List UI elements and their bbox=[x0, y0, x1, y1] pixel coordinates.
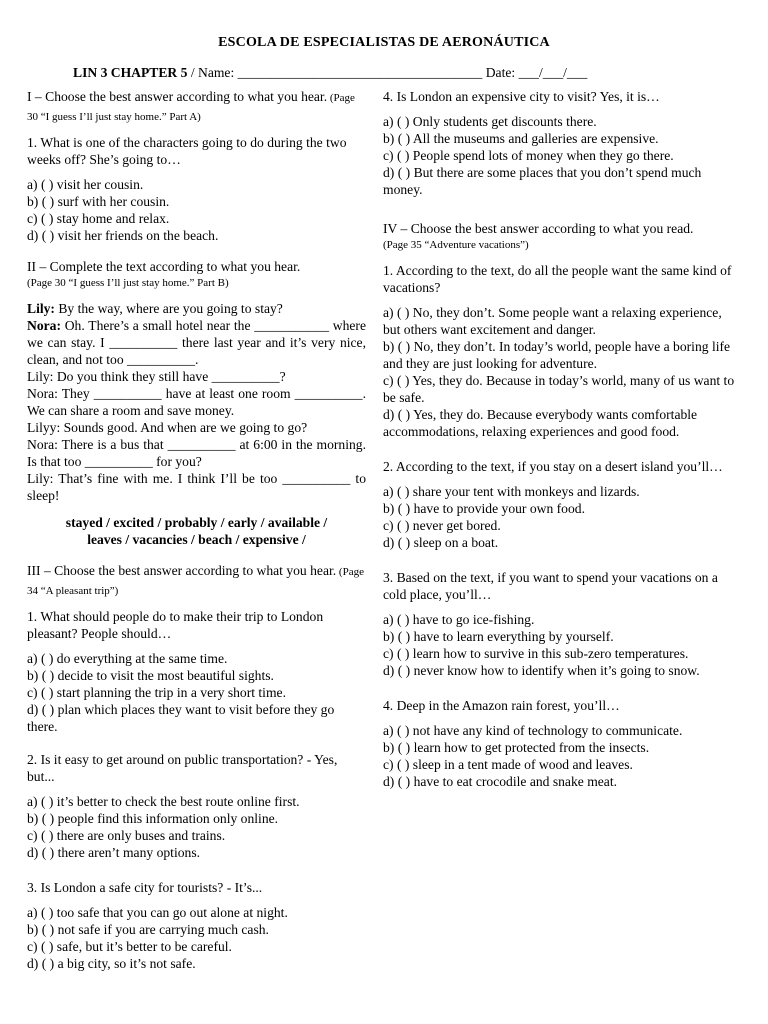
s4-q4-option-b: b) ( ) learn how to get protected from the insects. bbox=[383, 740, 650, 755]
s3-question-1: 1. What should people do to make their trip to London pleasant? People should… bbox=[27, 609, 324, 641]
section-3-ref: (Page 34 “A pleasant trip”) bbox=[27, 566, 364, 597]
dialogue-line-5: Lilyy: Sounds good. And when are we going to go? bbox=[27, 420, 308, 435]
s4-q4-option-c: c) ( ) sleep in a tent made of wood and leaves. bbox=[383, 757, 633, 772]
section-1-title: I – Choose the best answer according to what you hear. bbox=[27, 89, 328, 104]
s3-q2-option-b: b) ( ) people find this information only online. bbox=[27, 811, 279, 826]
line-1-text: By the way, where are you going to stay? bbox=[54, 301, 283, 316]
s4-q1-options bbox=[383, 304, 738, 440]
dialogue-line-3: Lily: Do you think they still have __________? bbox=[27, 369, 286, 384]
s3-q3-option-a: a) ( ) too safe that you can go out alone at night. bbox=[27, 905, 288, 920]
section-3 bbox=[27, 562, 366, 972]
s3-q1-options bbox=[27, 650, 366, 735]
s4-q2-option-a: a) ( ) share your tent with monkeys and lizards. bbox=[383, 484, 640, 499]
section-3-title: III – Choose the best answer according to what you hear. bbox=[27, 563, 337, 578]
s3-q2-option-a: a) ( ) it’s better to check the best route online first. bbox=[27, 794, 300, 809]
dialogue-line-6: Nora: There is a bus that __________ at 6:00 in the morning. Is that too __________ for you? bbox=[27, 437, 366, 469]
dialogue-line-4: Nora: They __________ have at least one room __________. We can share a room and save money. bbox=[27, 386, 366, 418]
left-column bbox=[27, 88, 366, 972]
word-bank-line-2: leaves / vacancies / beach / expensive / bbox=[87, 532, 306, 547]
s3-question-4: 4. Is London an expensive city to visit? Yes, it is… bbox=[383, 89, 660, 104]
s1-q1-option-b: b) ( ) surf with her cousin. bbox=[27, 194, 170, 209]
s3-q4-option-b: b) ( ) All the museums and galleries are expensive. bbox=[383, 131, 659, 146]
dialogue-line-2 bbox=[27, 317, 366, 368]
dialogue-line-1 bbox=[27, 300, 366, 317]
s3-q3-option-d: d) ( ) a big city, so it’s not safe. bbox=[27, 956, 196, 971]
s3-q3-option-b: b) ( ) not safe if you are carrying much cash. bbox=[27, 922, 269, 937]
speaker-lily: Lily: bbox=[27, 301, 55, 316]
s3-q2-option-c: c) ( ) there are only buses and trains. bbox=[27, 828, 226, 843]
s3-q4-option-d: d) ( ) But there are some places that you don’t spend much money. bbox=[383, 165, 702, 197]
s3-q4-option-a: a) ( ) Only students get discounts there. bbox=[383, 114, 597, 129]
section-1-heading bbox=[27, 88, 366, 126]
s1-q1-options bbox=[27, 176, 366, 244]
s4-q1-option-d: d) ( ) Yes, they do. Because everybody wants comfortable accommodations, relaxing experiences and good food. bbox=[383, 407, 698, 439]
s4-q1-option-c: c) ( ) Yes, they do. Because in today’s world, many of us want to be safe. bbox=[383, 373, 735, 405]
section-2 bbox=[27, 258, 366, 548]
s4-q2-option-c: c) ( ) never get bored. bbox=[383, 518, 501, 533]
s4-q1-option-a: a) ( ) No, they don’t. Some people want a relaxing experience, but others want excitement and danger. bbox=[383, 305, 722, 337]
s4-q3-option-d: d) ( ) never know how to identify when it’s going to snow. bbox=[383, 663, 700, 678]
section-4-heading: IV – Choose the best answer according to what you read. bbox=[383, 221, 694, 236]
s3-q4-option-c: c) ( ) People spend lots of money when they go there. bbox=[383, 148, 674, 163]
s4-q3-option-a: a) ( ) have to go ice-fishing. bbox=[383, 612, 535, 627]
s4-q3-option-b: b) ( ) have to learn everything by yourself. bbox=[383, 629, 614, 644]
word-bank-line-1: stayed / excited / probably / early / available / bbox=[65, 515, 328, 530]
s1-q1-option-d: d) ( ) visit her friends on the beach. bbox=[27, 228, 219, 243]
speaker-nora: Nora: bbox=[27, 318, 61, 333]
section-4 bbox=[383, 220, 738, 790]
s3-q1-option-d: d) ( ) plan which places they want to visit before they go there. bbox=[27, 702, 335, 734]
s3-q2-options bbox=[27, 793, 366, 861]
s4-question-1: 1. According to the text, do all the people want the same kind of vacations? bbox=[383, 263, 732, 295]
document-title: ESCOLA DE ESPECIALISTAS DE AERONÁUTICA bbox=[218, 35, 550, 50]
s3-q1-option-b: b) ( ) decide to visit the most beautiful sights. bbox=[27, 668, 274, 683]
s4-question-4: 4. Deep in the Amazon rain forest, you’ll… bbox=[383, 698, 620, 713]
section-2-heading: II – Complete the text according to what you hear. bbox=[27, 259, 301, 274]
name-date-fields: / Name: ____________________________________ Date: ___/___/___ bbox=[187, 65, 588, 80]
s1-q1-option-a: a) ( ) visit her cousin. bbox=[27, 177, 144, 192]
s4-q3-options bbox=[383, 611, 738, 679]
s4-question-2: 2. According to the text, if you stay on a desert island you’ll… bbox=[383, 459, 723, 474]
s4-q2-options bbox=[383, 483, 738, 551]
word-bank bbox=[27, 514, 366, 548]
s3-q1-option-a: a) ( ) do everything at the same time. bbox=[27, 651, 228, 666]
right-column bbox=[383, 88, 738, 790]
s3-q4-options bbox=[383, 113, 738, 198]
section-1-ref: (Page 30 “I guess I’ll just stay home.” Part A) bbox=[27, 92, 355, 123]
section-1 bbox=[27, 88, 366, 244]
s3-q3-option-c: c) ( ) safe, but it’s better to be careful. bbox=[27, 939, 232, 954]
dialogue-line-7: Lily: That’s fine with me. I think I’ll be too __________ to sleep! bbox=[27, 471, 366, 503]
s4-question-3: 3. Based on the text, if you want to spend your vacations on a cold place, you’ll… bbox=[383, 570, 718, 602]
section-3-continued bbox=[383, 88, 738, 198]
line-2-text: Oh. There’s a small hotel near the ___________ where we can stay. I __________ there last year and it’s very nice, clean, and not too __________. bbox=[27, 318, 366, 367]
dialogue bbox=[27, 300, 366, 504]
s4-q1-option-b: b) ( ) No, they don’t. In today’s world, people have a boring life and they are just looking for adventure. bbox=[383, 339, 731, 371]
section-2-ref: (Page 30 “I guess I’ll just stay home.” Part B) bbox=[27, 277, 229, 289]
s4-q2-option-b: b) ( ) have to provide your own food. bbox=[383, 501, 585, 516]
course-label: LIN 3 CHAPTER 5 bbox=[73, 65, 188, 80]
header-line bbox=[73, 64, 587, 81]
s1-question-1: 1. What is one of the characters going to do during the two weeks off? She’s going to… bbox=[27, 135, 347, 167]
s4-q4-option-a: a) ( ) not have any kind of technology to communicate. bbox=[383, 723, 683, 738]
s3-question-2: 2. Is it easy to get around on public transportation? - Yes, but... bbox=[27, 752, 338, 784]
s3-q2-option-d: d) ( ) there aren’t many options. bbox=[27, 845, 201, 860]
s3-q3-options bbox=[27, 904, 366, 972]
section-4-ref: (Page 35 “Adventure vacations”) bbox=[383, 239, 529, 251]
s3-q1-option-c: c) ( ) start planning the trip in a very short time. bbox=[27, 685, 286, 700]
s4-q4-option-d: d) ( ) have to eat crocodile and snake meat. bbox=[383, 774, 618, 789]
s1-q1-option-c: c) ( ) stay home and relax. bbox=[27, 211, 170, 226]
s4-q2-option-d: d) ( ) sleep on a boat. bbox=[383, 535, 499, 550]
section-3-heading bbox=[27, 562, 366, 600]
s4-q3-option-c: c) ( ) learn how to survive in this sub-zero temperatures. bbox=[383, 646, 689, 661]
s4-q4-options bbox=[383, 722, 738, 790]
s3-question-3: 3. Is London a safe city for tourists? - It’s... bbox=[27, 880, 263, 895]
